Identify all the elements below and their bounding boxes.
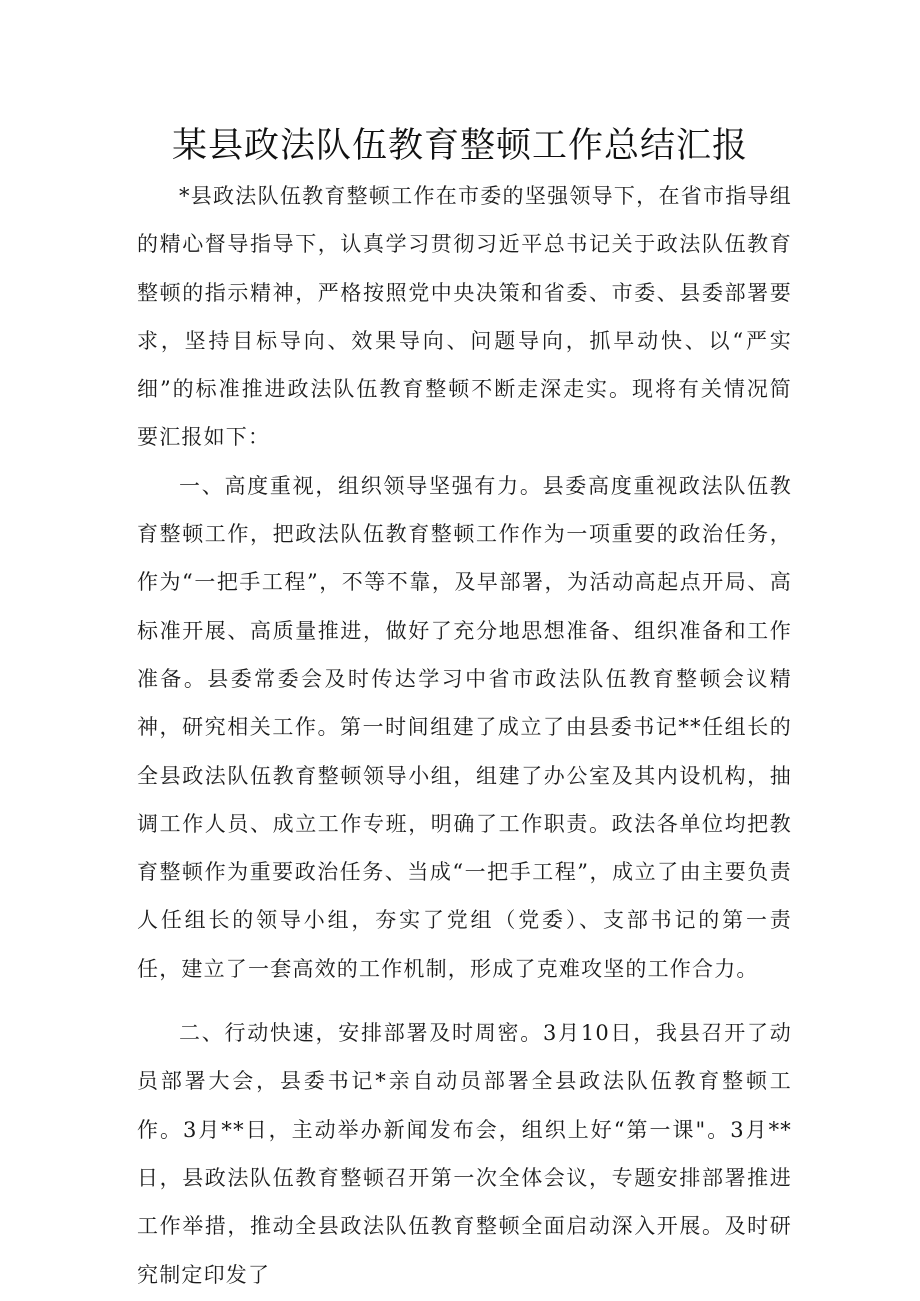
paragraph-intro: *县政法队伍教育整顿工作在市委的坚强领导下，在省市指导组的精心督导指导下，认真学习贯彻习近平总书记关于政法队伍教育整顿的指示精神，严格按照党中央决策和省委、市委、县委部署要求，坚持目标导向、效果导向、问题导向，抓早动快、以“严实细”的标准推进政法队伍教育整顿不断走深走实。现将有关情况简要汇报如下：	[137, 184, 792, 450]
paragraph-section-1: 一、高度重视，组织领导坚强有力。县委高度重视政法队伍教育整顿工作，把政法队伍教育整顿工作作为一项重要的政治任务，作为“一把手工程”，不等不靠，及早部署，为活动高起点开局、高标准开展、高质量推进，做好了充分地思想准备、组织准备和工作准备。县委常委会及时传达学习中省市政法队伍教育整顿会议精神，研究相关工作。第一时间组建了成立了由县委书记**任组长的全县政法队伍教育整顿领导小组，组建了办公室及其内设机构，抽调工作人员、成立工作专班，明确了工作职责。政法各单位均把教育整顿作为重要政治任务、当成“一把手工程”，成立了由主要负责人任组长的领导小组，夯实了党组（党委）、支部书记的第一责任，建立了一套高效的工作机制，形成了克难攻坚的工作合力。	[137, 473, 792, 981]
document-body	[137, 172, 792, 1299]
document-title: 某县政法队伍教育整顿工作总结汇报	[171, 126, 748, 166]
paragraph-section-2: 二、行动快速，安排部署及时周密。3月10日，我县召开了动员部署大会，县委书记*亲自动员部署全县政法队伍教育整顿工作。3月**日，主动举办新闻发布会，组织上好“第一课"。3月**日，县政法队伍教育整顿召开第一次全体会议，专题安排部署推进工作举措，推动全县政法队伍教育整顿全面启动深入开展。及时研究制定印发了	[137, 1021, 792, 1287]
